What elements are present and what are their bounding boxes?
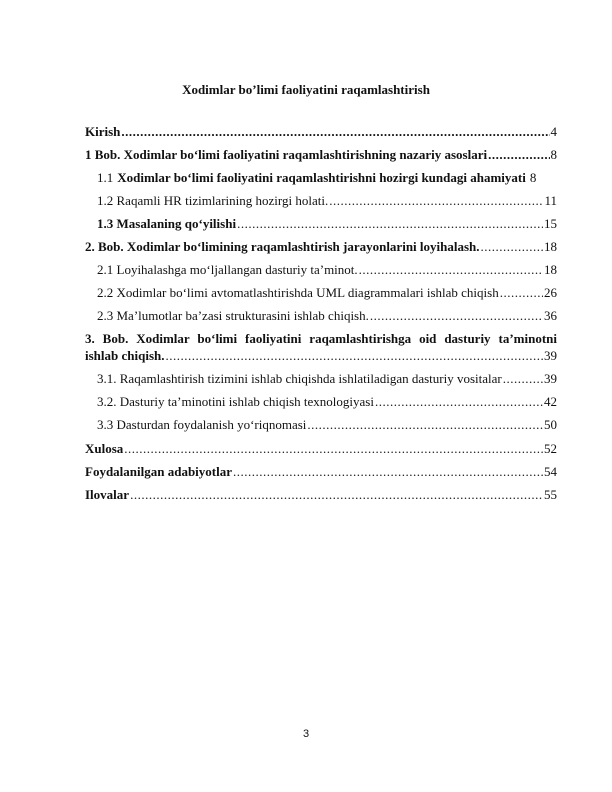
toc-page: 39 bbox=[544, 371, 557, 386]
toc-number: 1.1 bbox=[97, 170, 114, 185]
toc-entry-xulosa[interactable] bbox=[85, 441, 557, 457]
toc-label: 3.3 Dasturdan foydalanish yo‘riqnomasi bbox=[97, 417, 307, 432]
toc-page: 55 bbox=[544, 487, 557, 502]
toc-page: 52 bbox=[544, 441, 557, 456]
dot-leader bbox=[130, 487, 543, 503]
toc-entry-2-1[interactable] bbox=[97, 262, 557, 278]
dot-leader bbox=[370, 308, 543, 324]
toc-label: 1 Bob. Xodimlar bo‘limi faoliyatini raqamlashtirishning nazariy asoslari bbox=[85, 147, 488, 162]
dot-leader bbox=[375, 394, 543, 410]
page-number: 3 bbox=[302, 728, 310, 740]
toc-label: 1.3 Masalaning qo‘yilishi bbox=[97, 216, 237, 231]
toc-page: 8 bbox=[529, 170, 537, 185]
toc-label: 2. Bob. Xodimlar bo‘limining raqamlashtirish jarayonlarini loyihalash. bbox=[85, 239, 480, 254]
toc-page: 18 bbox=[544, 262, 557, 277]
toc-entry-bob3-line1[interactable]: 3. Bob. Xodimlar bo‘limi faoliyatini raqamlashtirishga oid dasturiy ta’minotni bbox=[85, 331, 557, 346]
toc-label: Xodimlar bo‘limi faoliyatini raqamlashtirishni hozirgi kundagi ahamiyati bbox=[117, 170, 526, 185]
toc-entry-bob1[interactable] bbox=[85, 147, 557, 163]
toc-page: 8 bbox=[550, 147, 557, 162]
toc-label: 2.3 Ma’lumotlar ba’zasi strukturasini ishlab chiqish. bbox=[97, 308, 369, 323]
toc-page: 4 bbox=[550, 124, 557, 139]
toc-entry-bob3[interactable] bbox=[85, 348, 557, 364]
toc-entry-kirish[interactable] bbox=[85, 124, 557, 140]
dot-leader bbox=[359, 262, 543, 278]
dot-leader bbox=[233, 464, 543, 480]
dot-leader bbox=[488, 147, 549, 163]
dot-leader bbox=[307, 417, 543, 433]
toc-entry-2-2[interactable] bbox=[97, 285, 557, 301]
dot-leader bbox=[121, 124, 549, 140]
toc-label: 3.2. Dasturiy ta’minotini ishlab chiqish texnologiyasi bbox=[97, 394, 374, 409]
toc-entry-1-2[interactable] bbox=[97, 193, 557, 209]
toc-entry-adabiyotlar[interactable] bbox=[85, 464, 557, 480]
toc-entry-bob2[interactable] bbox=[85, 239, 557, 255]
toc-label: 1.2 Raqamli HR tizimlarining hozirgi holati. bbox=[97, 193, 329, 208]
toc-label: Ilovalar bbox=[85, 487, 130, 502]
toc-label: 2.2 Xodimlar bo‘limi avtomatlashtirishda UML diagrammalari ishlab chiqish bbox=[97, 285, 499, 300]
toc-entry-1-3[interactable] bbox=[97, 216, 557, 232]
toc-entry-1-1[interactable] bbox=[97, 170, 557, 186]
toc-page: 11 bbox=[544, 193, 557, 208]
dot-leader bbox=[481, 239, 543, 255]
toc-entry-2-3[interactable] bbox=[97, 308, 557, 324]
toc-page: 50 bbox=[544, 417, 557, 432]
toc-page: 36 bbox=[544, 308, 557, 323]
toc-entry-ilovalar[interactable] bbox=[85, 487, 557, 503]
toc-page: 15 bbox=[544, 216, 557, 231]
toc-page: 54 bbox=[544, 464, 557, 479]
toc-entry-3-2[interactable] bbox=[97, 394, 557, 410]
dot-leader bbox=[500, 285, 543, 301]
dot-leader bbox=[124, 441, 543, 457]
toc-entry-3-1[interactable] bbox=[97, 371, 557, 387]
dot-leader bbox=[166, 348, 544, 364]
toc-page: 26 bbox=[544, 285, 557, 300]
toc-entry-3-3[interactable] bbox=[97, 417, 557, 433]
toc-label: ishlab chiqish. bbox=[85, 348, 165, 363]
toc-label: Foydalanilgan adabiyotlar bbox=[85, 464, 232, 479]
dot-leader bbox=[329, 193, 543, 209]
dot-leader bbox=[503, 371, 543, 387]
toc-page: 18 bbox=[544, 239, 557, 254]
toc-page: 42 bbox=[544, 394, 557, 409]
toc-label: 3.1. Raqamlashtirish tizimini ishlab chiqishda ishlatiladigan dasturiy vositalar bbox=[97, 371, 502, 386]
toc-page: 39 bbox=[544, 348, 557, 363]
dot-leader bbox=[237, 216, 543, 232]
toc-label: Xulosa bbox=[85, 441, 124, 456]
toc-label: 2.1 Loyihalashga mo‘ljallangan dasturiy ta’minot. bbox=[97, 262, 358, 277]
document-title: Xodimlar bo’limi faoliyatini raqamlashtirish bbox=[182, 82, 430, 97]
toc-label: Kirish bbox=[85, 124, 121, 139]
